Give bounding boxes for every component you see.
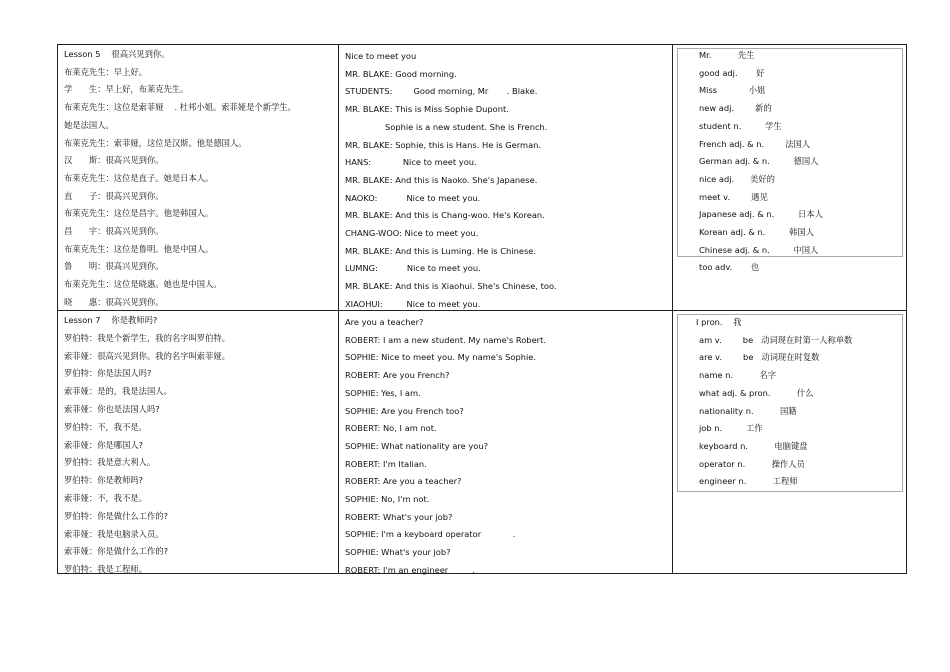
chinese-line: 罗伯特：你是法国人吗? [64,368,152,379]
english-line: SOPHIE: Are you French too? [345,405,464,416]
row-divider [58,310,906,311]
chinese-line: 罗伯特：不，我不是。 [64,421,147,432]
vocab-entry: Japanese adj. & n. 日本人 [699,209,823,220]
chinese-line: 她是法国人。 [64,119,114,130]
chinese-line: 布莱克先生：这位是直子。她是日本人。 [64,172,214,183]
chinese-line: Lesson 7 你是教师吗? [64,315,158,325]
column-divider-2 [672,45,673,573]
vocab-entry: Chinese adj. & n. 中国人 [699,244,819,255]
chinese-line: 布莱克先生：这位是鲁明。他是中国人。 [64,243,214,254]
vocab-entry: nationality n. 国籍 [699,405,797,416]
chinese-line: 索菲娅：不，我不是。 [64,493,147,503]
english-line: XIAOHUI: Nice to meet you. [345,298,481,309]
chinese-line: 直 子：很高兴见到你。 [64,190,164,201]
english-line: LUMNG: Nice to meet you. [345,263,481,274]
chinese-line: Lesson 5 很高兴见到你。 [64,49,170,59]
chinese-line: 索菲娅：你也是法国人吗? [64,404,160,414]
vocab-entry: Miss 小姐 [699,85,766,96]
english-line: CHANG-WOO: Nice to meet you. [345,228,479,238]
english-line: MR. BLAKE: This is Miss Sophie Dupont. [345,104,509,115]
vocab-entry: good adj. 好 [699,67,765,78]
chinese-line: 布莱克先生：这位是昌宇。他是韩国人。 [64,208,214,219]
chinese-line: 学 生：早上好，布莱克先生。 [64,84,189,95]
chinese-line: 索菲娅：很高兴见到你。我的名字叫索菲娅。 [64,350,230,361]
lesson-table [57,44,907,574]
vocab-entry: nice adj. 美好的 [699,173,775,184]
vocab-entry: Korean adj. & n. 韩国人 [699,227,814,237]
vocab-entry: are v. be 动词现在时复数 [699,352,820,363]
english-line: MR. BLAKE: Sophie, this is Hans. He is German. [345,139,542,150]
vocab-entry: German adj. & n. 德国人 [699,156,819,167]
chinese-line: 罗伯特：我是工程师。 [64,564,147,575]
english-line: Sophie is a new student. She is French. [385,121,548,132]
vocab-entry: name n. 名字 [699,370,777,381]
english-line: Are you a teacher? [345,317,424,327]
vocab-entry: job n. 工作 [699,423,763,434]
vocab-entry: meet v. 遇见 [699,191,768,202]
chinese-line: 布莱克先生：这位是晓惠。她也是中国人。 [64,279,222,290]
english-line: MR. BLAKE: And this is Xiaohui. She's Chinese, too. [345,281,557,292]
chinese-line: 罗伯特：我是个新学生，我的名字叫罗伯特。 [64,332,230,343]
english-line: ROBERT: I'm Italian. [345,458,427,469]
english-line: STUDENTS: Good morning, Mr . Blake. [345,86,538,97]
vocab-entry: French adj. & n. 法国人 [699,138,811,149]
vocab-entry: engineer n. 工程师 [699,476,798,487]
chinese-line: 汉 斯：很高兴见到你。 [64,155,164,166]
chinese-line: 昌 宇：很高兴见到你。 [64,226,164,236]
chinese-line: 罗伯特：你是做什么工作的? [64,510,168,521]
english-line: MR. BLAKE: And this is Luming. He is Chinese. [345,245,537,256]
chinese-line: 索菲娅：你是哪国人? [64,439,144,450]
english-line: HANS: Nice to meet you. [345,157,477,168]
chinese-line: 鲁 明：很高兴见到你。 [64,261,164,272]
vocab-entry: what adj. & pron. 什么 [699,387,814,398]
english-line: SOPHIE: What's your job? [345,547,451,558]
english-line: Nice to meet you [345,51,417,61]
english-line: SOPHIE: Yes, I am. [345,387,421,398]
chinese-line: 布莱克先生：早上好。 [64,66,147,77]
english-line: NAOKO: Nice to meet you. [345,192,481,203]
english-line: ROBERT: I'm an engineer . [345,564,475,575]
english-line: ROBERT: No, I am not. [345,423,437,434]
vocab-entry: student n. 学生 [699,120,782,131]
english-line: SOPHIE: What nationality are you? [345,440,489,451]
english-line: ROBERT: Are you a teacher? [345,476,462,487]
vocab-box-lesson5 [677,48,903,257]
english-line: SOPHIE: No, I'm not. [345,494,430,504]
english-line: ROBERT: What's your job? [345,511,453,522]
chinese-line: 罗伯特：我是意大利人。 [64,457,156,468]
vocab-entry: new adj. 新的 [699,103,772,114]
chinese-line: 布莱克先生：这位是索菲娅 . 杜邦小姐。索菲娅是个新学生。 [64,102,296,113]
chinese-line: 索菲娅：我是电脑录入员。 [64,528,164,539]
english-line: ROBERT: Are you French? [345,370,450,381]
vocab-entry: Mr. 先生 [699,50,755,60]
vocab-entry: too adv. 也 [699,262,760,273]
chinese-line: 索菲娅：是的，我是法国人。 [64,386,172,397]
english-line: MR. BLAKE: Good morning. [345,68,457,79]
vocab-entry: keyboard n. 电脑键盘 [699,440,808,451]
chinese-line: 罗伯特：你是教师吗? [64,475,144,486]
english-line: SOPHIE: I'm a keyboard operator . [345,529,516,540]
english-line: MR. BLAKE: And this is Chang-woo. He's Korean. [345,210,545,221]
chinese-line: 布莱克先生：索菲娅，这位是汉斯。他是德国人。 [64,137,247,148]
chinese-line: 索菲娅：你是做什么工作的? [64,546,168,557]
vocab-entry: operator n. 操作人员 [699,458,805,469]
english-line: MR. BLAKE: And this is Naoko. She's Japanese. [345,174,538,185]
vocab-entry: I pron. 我 [696,317,742,327]
chinese-line: 晓 惠：很高兴见到你。 [64,296,164,307]
column-divider-1 [338,45,339,573]
vocab-entry: am v. be 动词现在时第一人称单数 [699,334,853,345]
english-line: ROBERT: I am a new student. My name's Robert. [345,334,546,345]
english-line: SOPHIE: Nice to meet you. My name's Sophie. [345,352,537,363]
